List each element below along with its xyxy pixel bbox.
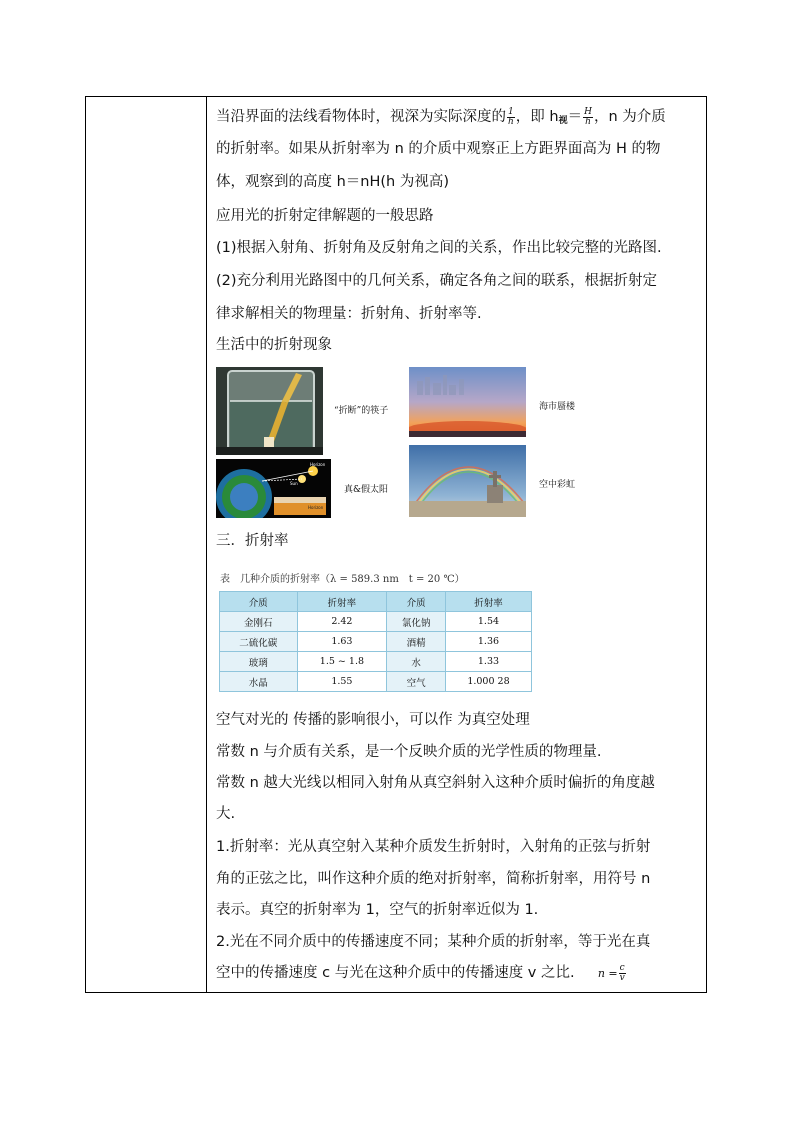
table-cell: 1.33 <box>445 652 531 672</box>
para-larger-n-cont: 大. <box>216 806 236 822</box>
header-cell: 介质 <box>387 592 446 612</box>
fraction-1-over-h: $\frac{1}{h}$ <box>508 106 514 127</box>
caption-mirage: 海市蜃楼 <box>539 402 576 412</box>
table-cell: 1.54 <box>445 612 531 632</box>
table-cell: 水晶 <box>220 672 298 692</box>
table-cell: 1.63 <box>297 632 387 652</box>
table-cell: 水 <box>387 652 446 672</box>
para-air: 空气对光的 传播的影响很小，可以作 为真空处理 <box>216 712 530 728</box>
line-step-2-cont: 律求解相关的物理量：折射角、折射率等. <box>216 306 482 322</box>
beaker-illustration <box>216 367 323 455</box>
column-divider <box>206 97 207 992</box>
fraction-c-over-v: $\frac{c}{v}$ <box>619 962 625 983</box>
para-definition-3: 表示。真空的折射率为 1，空气的折射率近似为 1. <box>216 902 539 918</box>
table-caption: 表 几种介质的折射率（λ = 589.3 nm t = 20 ℃） <box>220 574 465 585</box>
formula-n-equals: n = <box>597 967 618 980</box>
table-row <box>220 612 532 632</box>
table-cell: 2.42 <box>297 612 387 632</box>
sun-label-horizon-2: Horizon <box>308 505 324 510</box>
table-cell: 1.5 ~ 1.8 <box>297 652 387 672</box>
sun-diagram-illustration <box>216 459 331 518</box>
line-apparent-depth <box>216 107 666 131</box>
table-cell: 酒精 <box>387 632 446 652</box>
line-3: 体，观察到的高度 h＝nH(h 为视高) <box>216 174 450 190</box>
sun-label-sun: Sun <box>290 481 298 486</box>
line-step-1: (1)根据入射角、折射角及反射角之间的关系，作出比较完整的光路图. <box>216 240 662 256</box>
text-segment: ＝ <box>567 109 583 125</box>
rainbow-illustration <box>409 445 526 517</box>
text-segment: 空中的传播速度 c 与光在这种介质中的传播速度 v 之比. <box>216 965 575 981</box>
table-row <box>220 652 532 672</box>
sun-label-horizon: Horizon <box>310 462 326 467</box>
table-cell: 玻璃 <box>220 652 298 672</box>
table-cell: 空气 <box>387 672 446 692</box>
text-segment: ，n 为介质 <box>593 109 666 125</box>
caption-sun: 真&假太阳 <box>344 485 389 495</box>
para-speed-2 <box>216 963 627 984</box>
table-cell: 1.36 <box>445 632 531 652</box>
table-cell: 1.55 <box>297 672 387 692</box>
table-row <box>220 672 532 692</box>
header-cell: 折射率 <box>297 592 387 612</box>
para-definition-2: 角的正弦之比，叫作这种介质的绝对折射率，简称折射率，用符号 n <box>216 871 651 887</box>
refractive-index-table <box>219 591 532 692</box>
line-life-heading: 生活中的折射现象 <box>216 337 332 353</box>
caption-rainbow: 空中彩虹 <box>539 480 576 490</box>
table-cell: 1.000 28 <box>445 672 531 692</box>
section-3-heading: 三．折射率 <box>216 533 289 549</box>
para-speed-1: 2.光在不同介质中的传播速度不同；某种介质的折射率，等于光在真 <box>216 934 651 950</box>
para-constant-n: 常数 n 与介质有关系，是一个反映介质的光学性质的物理量. <box>216 744 602 760</box>
photo-mirage <box>409 367 526 437</box>
para-definition-1: 1.折射率：光从真空射入某种介质发生折射时，入射角的正弦与折射 <box>216 839 651 855</box>
line-method-heading: 应用光的折射定律解题的一般思路 <box>216 208 434 224</box>
table-header-row <box>220 592 532 612</box>
line-2: 的折射率。如果从折射率为 n 的介质中观察正上方距界面高为 H 的物 <box>216 141 661 157</box>
table-cell: 金刚石 <box>220 612 298 632</box>
fraction-H-over-h: $\frac{H}{h}$ <box>584 106 592 127</box>
mirage-illustration <box>409 367 526 437</box>
table-cell-frame <box>85 96 707 993</box>
photo-bent-chopstick <box>216 367 323 455</box>
line-step-2: (2)充分利用光路图中的几何关系，确定各角之间的联系，根据折射定 <box>216 273 658 289</box>
header-cell: 折射率 <box>445 592 531 612</box>
table-row <box>220 632 532 652</box>
table-cell: 氯化钠 <box>387 612 446 632</box>
photo-true-false-sun <box>216 459 331 518</box>
photo-rainbow <box>409 445 526 517</box>
text-segment: ，即 h <box>515 109 559 125</box>
para-larger-n: 常数 n 越大光线以相同入射角从真空斜射入这种介质时偏折的角度越 <box>216 775 655 791</box>
header-cell: 介质 <box>220 592 298 612</box>
text-segment: 当沿界面的法线看物体时，视深为实际深度的 <box>216 109 506 125</box>
caption-chopstick: “折断”的筷子 <box>334 406 389 416</box>
subscript-shi: 视 <box>558 116 568 126</box>
table-cell: 二硫化碳 <box>220 632 298 652</box>
